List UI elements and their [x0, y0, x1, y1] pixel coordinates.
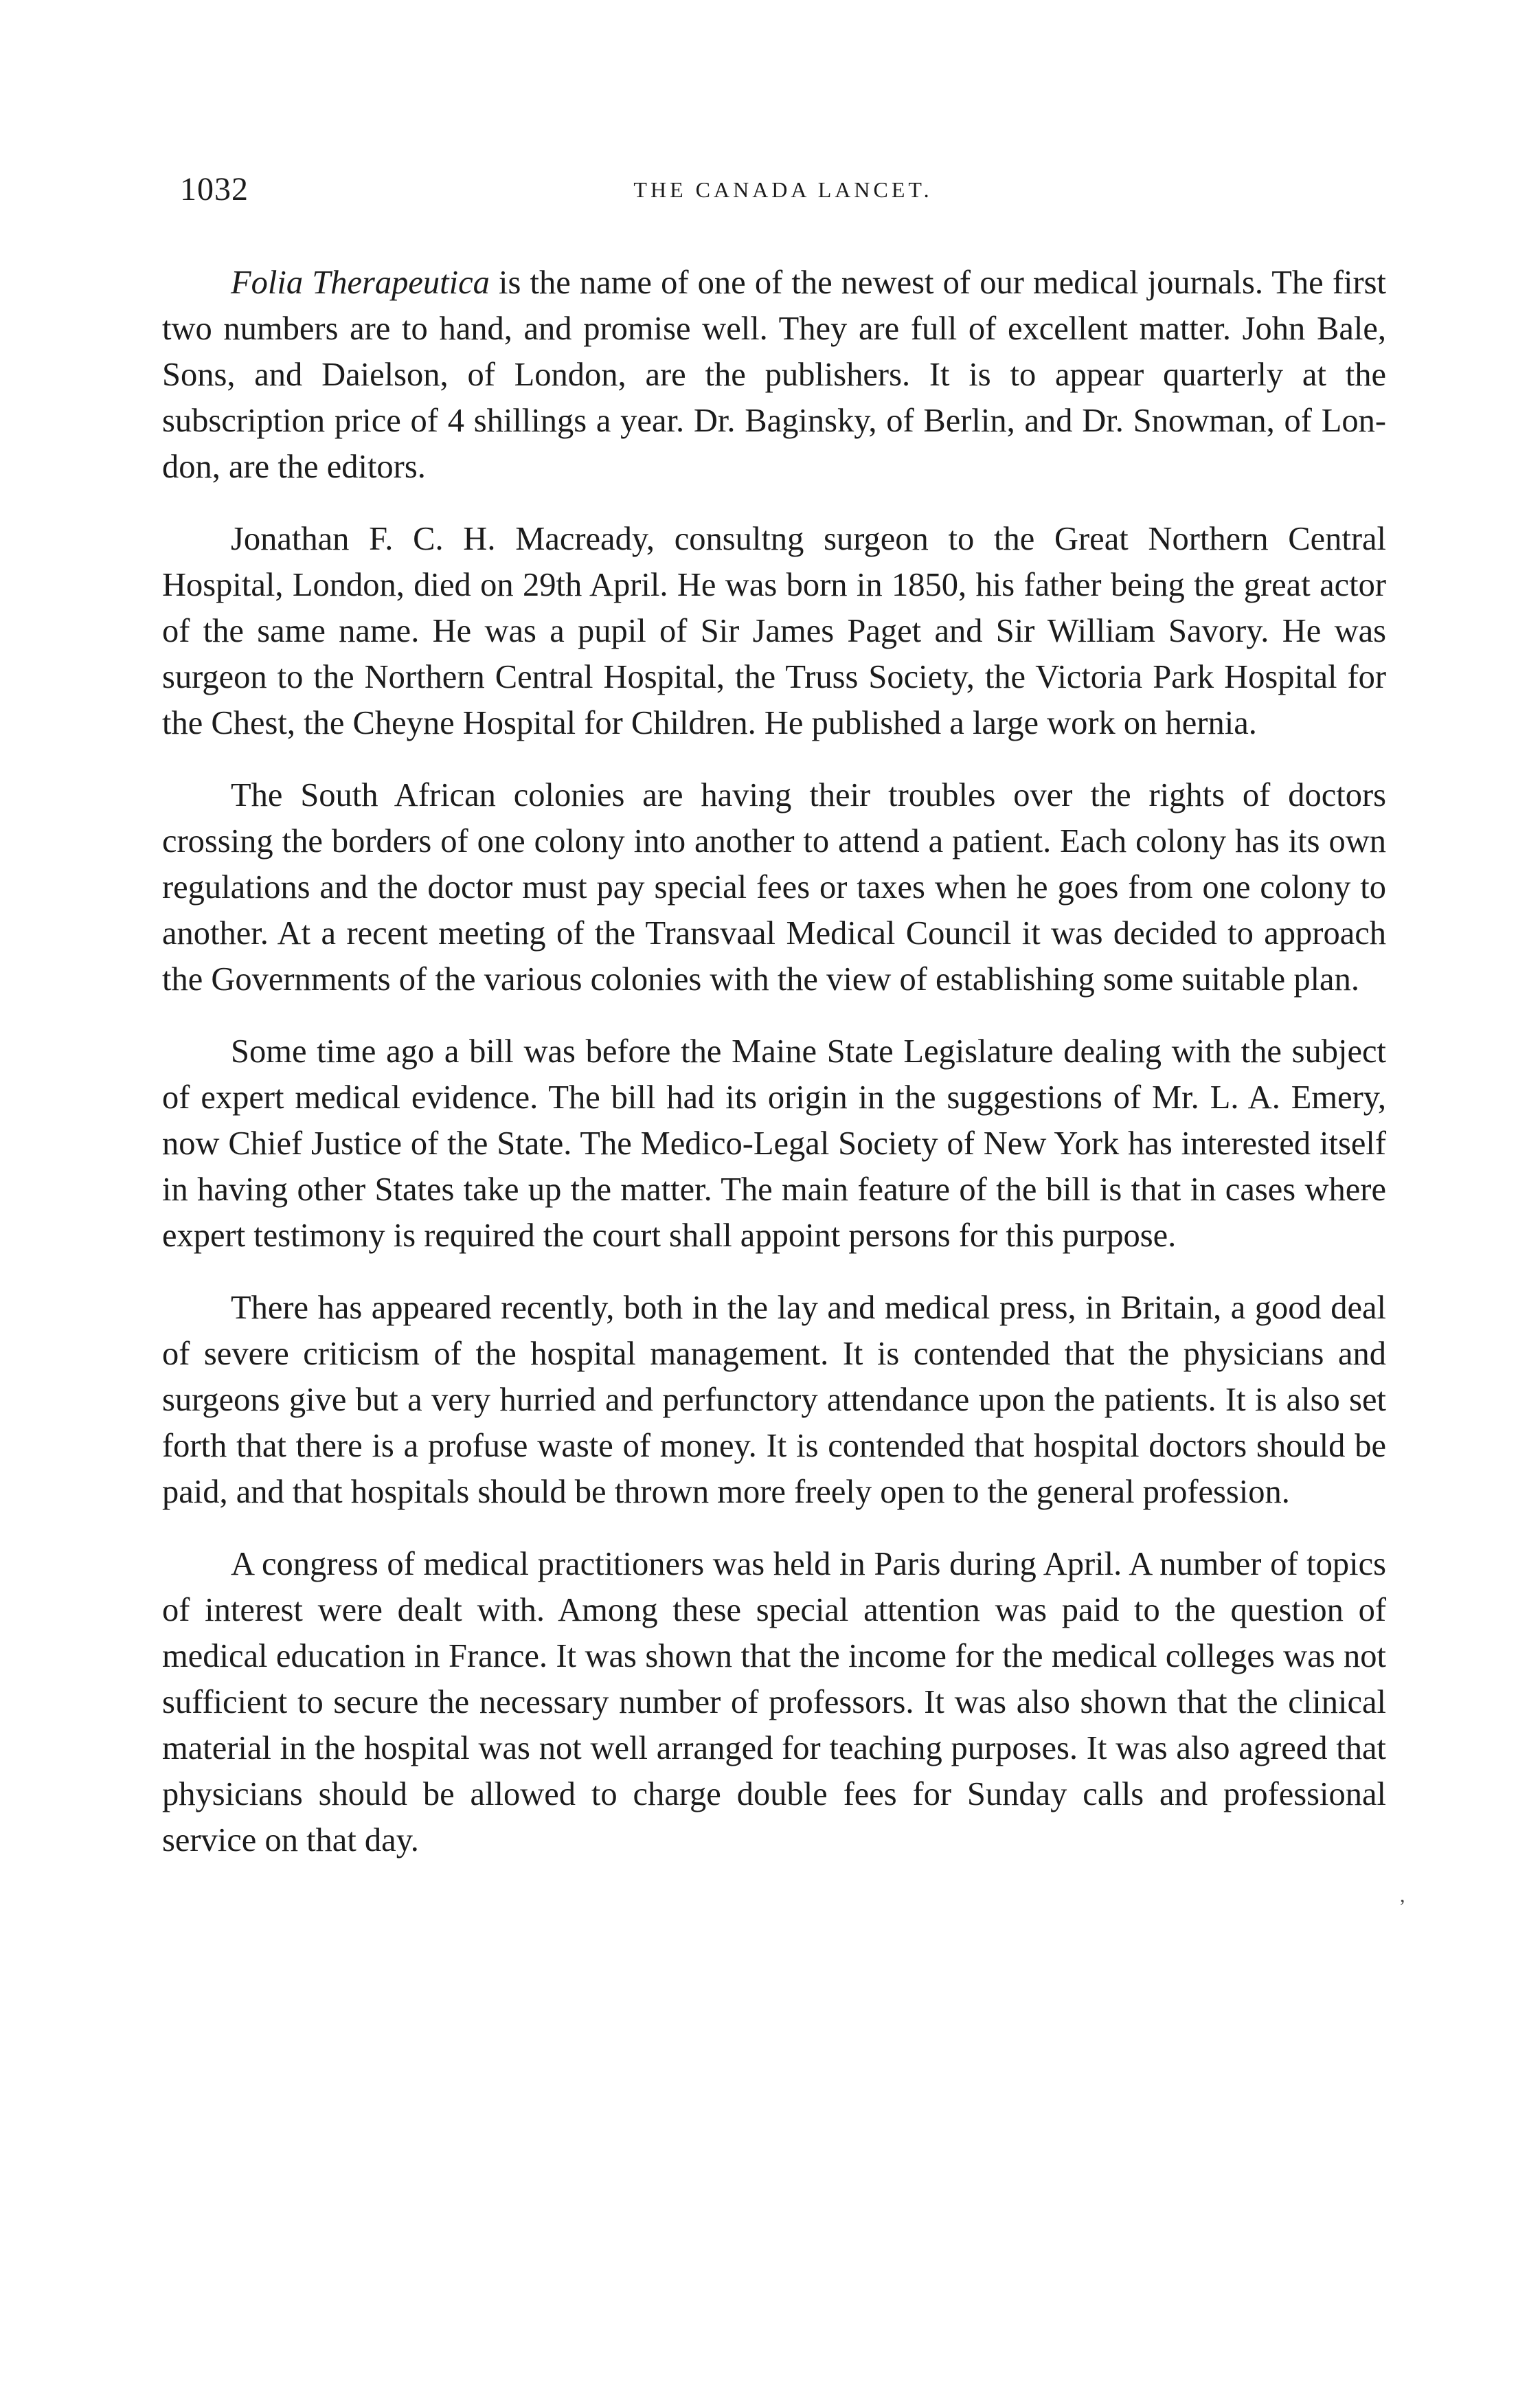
page-header — [180, 170, 1386, 218]
paragraph-macready-obituary: Jonathan F. C. H. Macready, consultng surgeon to the Great Northern Central Hospital, London, died on 29th April. He was born in 1850, his father being the great actor of the same name. He was a pupil of Sir James Paget and Sir William Savory. He was surgeon to the Northern Central Hospital, the Truss Society, the Victoria Park Hospital for the Chest, the Cheyne Hospital for Children. He published a large work on hernia. — [162, 521, 1386, 741]
page-number: 1032 — [180, 171, 249, 207]
paragraph-folia-therapeutica — [162, 260, 1386, 490]
running-title: THE CANADA LANCET. — [633, 177, 933, 202]
paragraph-hospital-management: There has appeared recently, both in the lay and medical press, in Britain, a good deal of severe criticism of the hospital management. It is contended that the physicians and surgeons give but a very hurried and perfunctory attendance upon the patients. It is also set forth that there is a profuse waste of money. It is contended that hospital doctors should be paid, and that hospitals should be thrown more freely open to the general profession. — [162, 1290, 1386, 1510]
journal-title: Folia Therapeutica — [231, 265, 490, 301]
paragraph-maine-legislature: Some time ago a bill was before the Maine State Legislature dealing with the subject of expert medical evidence. The bill had its origin in the suggestions of Mr. L. A. Emery, now Chief Justice of the State. The Medico-Legal Society of New York has interested itself in having other States take up the matter. The main feature of the bill is that in cases where expert testimony is required the court shall appoint persons for this purpose. — [162, 1033, 1386, 1254]
paragraph-south-african-colonies: The South African colonies are having their troubles over the rights of doctors crossing the borders of one colony into another to attend a patient. Each colony has its own regulations and the doctor must pay special fees or taxes when he goes from one colony to another. At a recent meeting of the Transvaal Medical Council it was decided to approach the Governments of the various colonies with the view of establishing some suitable plan. — [162, 777, 1386, 998]
article-body — [162, 260, 1386, 1889]
paragraph-text: is the name of one of the newest of our medical journals. The first two numbers are to hand, and promise well. They are full of excellent matter. John Bale, Sons, and Daielson, of London, are the publishers. It is to appear quarterly at the subscription price of 4 shillings a year. Dr. Baginsky, of Berlin, and Dr. Snowman, of London, are the editors. — [162, 265, 1386, 485]
paragraph-paris-congress: A congress of medical practitioners was held in Paris during April. A number of topics of interest were dealt with. Among these special attention was paid to the question of medical education in France. It was shown that the income for the medical colleges was not sufficient to secure the necessary number of professors. It was also shown that the clinical material in the hospital was not well arranged for teaching purposes. It was also agreed that physicians should be allowed to charge double fees for Sunday calls and professional service on that day. — [162, 1546, 1386, 1858]
margin-mark: , — [1400, 1884, 1405, 1907]
